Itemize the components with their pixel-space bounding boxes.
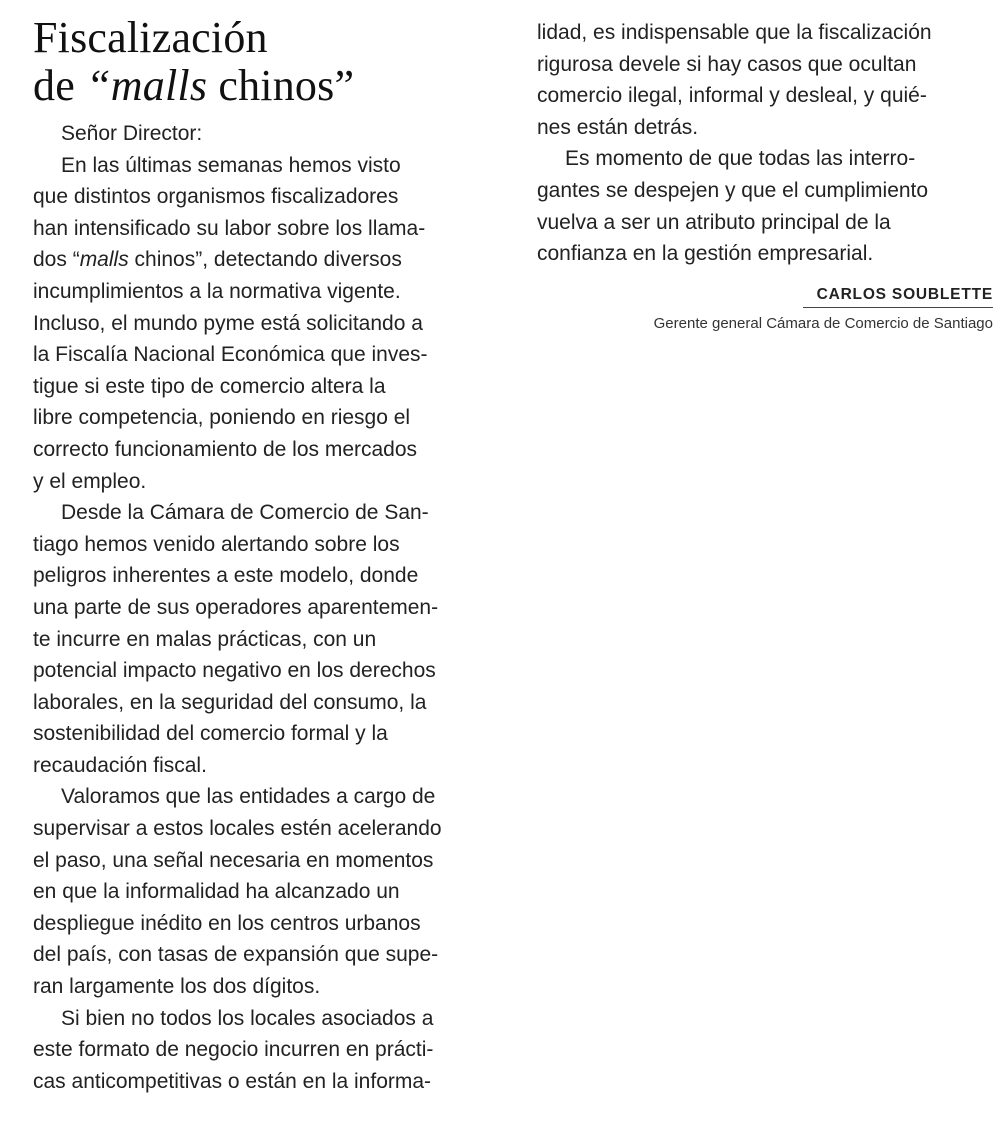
salutation: Señor Director: xyxy=(61,122,203,145)
body-line: correcto funcionamiento de los mercados xyxy=(33,437,418,461)
body-line: libre competencia, poniendo en riesgo el xyxy=(33,406,411,430)
body-line: comercio ilegal, informal y desleal, y quié- xyxy=(537,84,927,108)
body-line: Si bien no todos los locales asociados a xyxy=(61,1006,434,1030)
body-line: potencial impacto negativo en los derechos xyxy=(33,659,436,683)
author-name: CARLOS SOUBLETTE xyxy=(803,284,993,308)
body-line: Incluso, el mundo pyme está solicitando a xyxy=(33,311,423,335)
body-line: lidad, es indispensable que la fiscalización xyxy=(537,21,932,44)
malls-line-post: chinos”, detectando diversos xyxy=(128,248,402,272)
body-line: vuelva a ser un atributo principal de la xyxy=(537,210,891,234)
body-line: Valoramos que las entidades a cargo de xyxy=(61,785,436,809)
body-line: que distintos organismos fiscalizadores xyxy=(33,185,399,209)
body-line: Es momento de que todas las interro- xyxy=(565,147,916,171)
body-line: tiago hemos venido alertando sobre los xyxy=(33,532,400,556)
body-line: En las últimas semanas hemos visto xyxy=(61,153,401,177)
body-line: tigue si este tipo de comercio altera la xyxy=(33,374,386,398)
body-line: Desde la Cámara de Comercio de San- xyxy=(61,501,429,525)
body-line: supervisar a estos locales estén acelerando xyxy=(33,817,442,841)
headline xyxy=(33,14,485,110)
headline-line-2-em: “malls xyxy=(86,61,208,110)
headline-line-1: Fiscalización xyxy=(33,13,268,62)
left-column xyxy=(33,0,485,1097)
body-line: este formato de negocio incurren en prácti- xyxy=(33,1038,434,1062)
body-line: te incurre en malas prácticas, con un xyxy=(33,627,377,651)
body-line: confianza en la gestión empresarial. xyxy=(537,242,874,266)
headline-line-2-pre: de xyxy=(33,61,87,110)
body-line: rigurosa devele si hay casos que ocultan xyxy=(537,52,917,76)
body-line: recaudación fiscal. xyxy=(33,753,207,777)
body-line: en que la informalidad ha alcanzado un xyxy=(33,880,400,904)
body-line: el paso, una señal necesaria en momentos xyxy=(33,848,434,872)
body-line: sostenibilidad del comercio formal y la xyxy=(33,722,388,746)
body-line: despliegue inédito en los centros urbanos xyxy=(33,911,421,935)
body-line: una parte de sus operadores aparentemen- xyxy=(33,595,439,619)
body-line: han intensificado su labor sobre los llama- xyxy=(33,216,426,240)
body-line: laborales, en la seguridad del consumo, la xyxy=(33,690,427,714)
body-line: incumplimientos a la normativa vigente. xyxy=(33,279,401,303)
malls-line-em: malls xyxy=(79,248,129,272)
body-line: ran largamente los dos dígitos. xyxy=(33,975,321,999)
malls-line-pre: dos “ xyxy=(33,248,80,272)
body-line: del país, con tasas de expansión que supe- xyxy=(33,943,439,967)
body-line: cas anticompetitivas o están en la informa- xyxy=(33,1069,432,1093)
body-line: nes están detrás. xyxy=(537,115,699,139)
body-line: gantes se despejen y que el cumplimiento xyxy=(537,178,929,202)
body-line: la Fiscalía Nacional Económica que inves- xyxy=(33,343,428,367)
body-line: peligros inherentes a este modelo, donde xyxy=(33,564,419,588)
author-role: Gerente general Cámara de Comercio de Santiago xyxy=(653,314,993,332)
body-line-malls xyxy=(33,244,485,276)
body-line: y el empleo. xyxy=(33,469,147,493)
right-column xyxy=(537,0,993,336)
headline-line-2-post: chinos” xyxy=(207,61,355,110)
